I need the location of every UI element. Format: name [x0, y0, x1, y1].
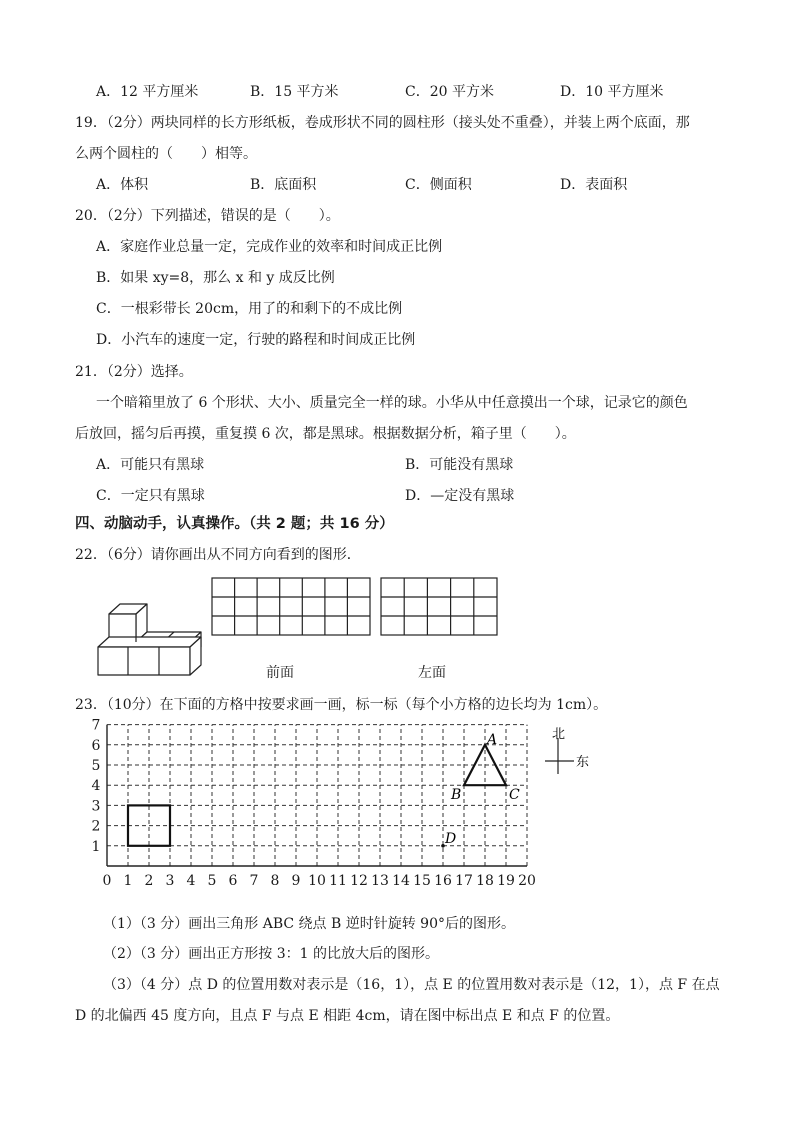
y-tick-label: 5	[91, 758, 101, 774]
q21-text-line1: 一个暗箱里放了 6 个形状、大小、质量完全一样的球。小华从中任意摸出一个球，记录它的颜色	[96, 395, 688, 411]
x-tick-label: 4	[186, 873, 196, 889]
q23-sub3-line1: （3）（4 分）点 D 的位置用数对表示是（16，1），点 E 的位置用数对表示是（12，1），点 F 在点	[103, 977, 720, 993]
q18-option-b: B．15 平方米	[250, 84, 339, 100]
q23-sub1: （1）（3 分）画出三角形 ABC 绕点 B 逆时针旋转 90°后的图形。	[103, 916, 515, 932]
x-tick-label: 18	[476, 873, 494, 889]
x-tick-label: 17	[455, 873, 473, 889]
x-tick-label: 10	[308, 873, 326, 889]
q20-option-d: D．小汽车的速度一定，行驶的路程和时间成正比例	[96, 332, 416, 348]
point-label-b: B	[451, 787, 462, 804]
compass-north-label: 北	[552, 727, 566, 742]
x-tick-label: 7	[249, 873, 259, 889]
q21-stem: 21．（2分）选择。	[75, 364, 193, 380]
x-tick-label: 11	[329, 873, 347, 889]
q21-option-d: D．—定没有黑球	[405, 488, 515, 504]
x-tick-label: 20	[518, 873, 536, 889]
q20-option-b: B．如果 xy=8，那么 x 和 y 成反比例	[96, 270, 335, 286]
y-tick-label: 7	[91, 717, 101, 734]
q18-option-a: A．12 平方厘米	[96, 84, 199, 100]
q23-stem: 23．（10分）在下面的方格中按要求画一画，标一标（每个小方格的边长均为 1cm）。	[75, 697, 608, 713]
q18-option-d: D．10 平方厘米	[560, 84, 664, 100]
x-tick-label: 8	[270, 873, 280, 889]
left-view-grid	[381, 578, 499, 636]
x-tick-label: 6	[228, 873, 238, 889]
x-tick-label: 0	[102, 873, 112, 889]
q23-sub2: （2）（3 分）画出正方形按 3：1 的比放大后的图形。	[103, 946, 439, 962]
y-tick-label: 6	[91, 737, 101, 754]
q21-text-line2: 后放回，摇匀后再摸，重复摸 6 次，都是黑球。根据数据分析，箱子里（ ）。	[75, 426, 576, 442]
q19-stem-line1: 19．（2分）两块同样的长方形纸板，卷成形状不同的圆柱形（接头处不重叠），并装上两个底面，那	[75, 115, 690, 131]
compass-figure	[542, 726, 592, 776]
left-view-label: 左面	[418, 665, 446, 681]
front-view-label: 前面	[266, 665, 294, 681]
front-view-grid	[212, 578, 372, 636]
x-tick-label: 9	[291, 873, 301, 889]
y-tick-label: 3	[91, 798, 101, 815]
q21-option-c: C．一定只有黑球	[96, 488, 205, 504]
q19-option-a: A．体积	[96, 177, 149, 193]
q21-option-a: A．可能只有黑球	[96, 457, 205, 473]
x-tick-label: 14	[392, 873, 410, 889]
x-tick-label: 5	[207, 873, 217, 889]
y-tick-label: 4	[91, 778, 101, 795]
section-title: 四、动脑动手，认真操作。（共 2 题；共 16 分）	[75, 516, 394, 532]
cube-stack-figure	[95, 580, 215, 680]
point-label-c: C	[509, 787, 520, 804]
x-tick-label: 15	[413, 873, 431, 889]
compass-east-label: 东	[576, 755, 590, 770]
q19-option-c: C．侧面积	[405, 177, 472, 193]
q21-option-b: B．可能没有黑球	[405, 457, 514, 473]
q20-option-c: C．一根彩带长 20cm，用了的和剩下的不成比例	[96, 301, 403, 317]
point-label-a: A	[487, 731, 498, 748]
x-tick-label: 13	[371, 873, 389, 889]
q19-option-d: D．表面积	[560, 177, 628, 193]
x-tick-label: 3	[165, 873, 175, 889]
x-tick-label: 1	[123, 873, 133, 889]
x-tick-label: 16	[434, 873, 452, 889]
q22-stem: 22．（6分）请你画出从不同方向看到的图形．	[75, 547, 361, 563]
q19-stem-line2: 么两个圆柱的（ ）相等。	[75, 146, 257, 162]
y-tick-label: 2	[91, 818, 101, 835]
point-label-d: D	[445, 830, 457, 847]
x-tick-label: 12	[350, 873, 368, 889]
q20-option-a: A．家庭作业总量一定，完成作业的效率和时间成正比例	[96, 239, 443, 255]
q23-sub3-line2: D 的北偏西 45 度方向，且点 F 与点 E 相距 4cm，请在图中标出点 E 和点 F 的位置。	[75, 1008, 620, 1024]
q20-stem: 20．（2分）下列描述，错误的是（ ）。	[75, 208, 340, 224]
y-tick-label: 1	[91, 838, 101, 855]
q19-option-b: B．底面积	[250, 177, 317, 193]
coordinate-grid-figure	[90, 717, 620, 901]
x-tick-label: 19	[497, 873, 515, 889]
x-tick-label: 2	[144, 873, 154, 889]
q18-option-c: C．20 平方米	[405, 84, 494, 100]
